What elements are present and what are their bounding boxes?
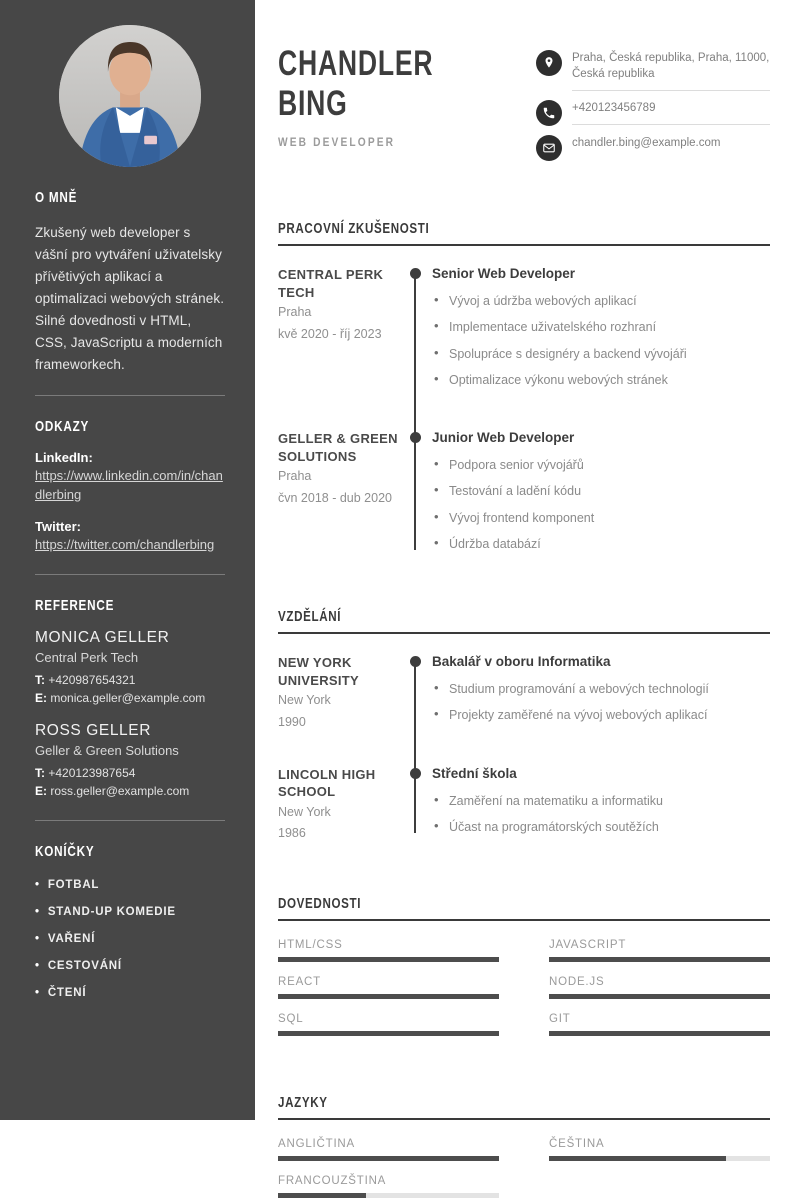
divider — [35, 574, 225, 575]
company-name: CENTRAL PERK TECH — [278, 267, 384, 300]
skill-item — [549, 976, 770, 999]
role-bullet: • Spolupráce s designéry a backend vývojáři — [432, 346, 770, 362]
skills-heading-label: DOVEDNOSTI — [278, 896, 362, 913]
degree-bullet: • Zaměření na matematiku a informatiku — [432, 793, 770, 809]
contact-location-row — [536, 50, 770, 91]
twitter-label: Twitter: — [35, 518, 81, 534]
languages-grid — [278, 1120, 770, 1198]
degree-bullet-list — [432, 681, 770, 724]
role-bullet: • Vývoj frontend komponent — [432, 510, 770, 526]
skill-label: JAVASCRIPT — [549, 939, 627, 952]
job-title: WEB DEVELOPER — [278, 135, 396, 150]
linkedin-link[interactable]: https://www.linkedin.com/in/chandlerbing — [35, 468, 223, 502]
education-entry — [278, 766, 770, 846]
contact-block — [536, 50, 770, 170]
hobbies-section-heading — [35, 843, 225, 861]
hobby-item: • ČTENÍ — [35, 987, 225, 999]
skill-item — [278, 976, 499, 999]
education-section — [278, 608, 770, 845]
skills-heading — [278, 895, 770, 921]
reference-item — [35, 629, 225, 708]
education-timeline — [278, 634, 770, 845]
name-block — [278, 44, 482, 170]
experience-heading — [278, 220, 770, 246]
references-section-heading — [35, 597, 225, 615]
email-value: ross.geller@example.com — [50, 784, 190, 799]
skill-label: HTML/CSS — [278, 939, 343, 952]
education-entry-right — [428, 654, 770, 734]
role-bullet: • Podpora senior vývojářů — [432, 457, 770, 473]
language-bar-fill — [549, 1156, 726, 1161]
language-bar-fill — [278, 1193, 366, 1198]
experience-section — [278, 220, 770, 562]
contact-location: Praha, Česká republika, Praha, 11000, Česká republika — [572, 50, 770, 91]
skill-label: REACT — [278, 976, 321, 989]
name-line-1: CHANDLER — [278, 44, 434, 83]
link-item-twitter — [35, 519, 225, 555]
reference-email — [35, 782, 225, 801]
email-label: E: — [35, 784, 47, 799]
timeline-dot — [410, 656, 421, 667]
skill-bar-track — [549, 1031, 770, 1036]
experience-timeline — [278, 246, 770, 562]
name-line-2: BING — [278, 83, 348, 123]
contact-phone: +420123456789 — [572, 100, 770, 125]
education-heading — [278, 608, 770, 634]
profile-photo — [59, 25, 201, 167]
divider — [35, 395, 225, 396]
skill-bar-track — [278, 957, 499, 962]
hobby-item: • STAND-UP KOMEDIE — [35, 906, 225, 918]
experience-heading-label: PRACOVNÍ ZKUŠENOSTI — [278, 221, 430, 238]
school-name: LINCOLN HIGH SCHOOL — [278, 766, 376, 800]
hobby-item: • FOTBAL — [35, 879, 225, 891]
reference-phone — [35, 764, 225, 783]
experience-entry-left — [278, 430, 402, 562]
phone-value: +420123987654 — [48, 765, 136, 780]
references-heading-label: REFERENCE — [35, 596, 115, 614]
company-dates: kvě 2020 - říj 2023 — [278, 326, 382, 341]
hobby-item: • CESTOVÁNÍ — [35, 960, 225, 972]
experience-entry-right — [428, 266, 770, 398]
role-bullet: • Vývoj a údržba webových aplikací — [432, 293, 770, 309]
degree-title: Střední škola — [432, 765, 517, 781]
language-bar-track — [278, 1156, 499, 1161]
skill-bar-fill — [549, 994, 770, 999]
languages-heading-label: JAZYKY — [278, 1095, 328, 1112]
degree-bullet-list — [432, 793, 770, 836]
education-entry-left — [278, 654, 402, 734]
experience-entry — [278, 266, 770, 398]
timeline-dot — [410, 768, 421, 779]
linkedin-label: LinkedIn: — [35, 450, 93, 465]
about-text: Zkušený web developer s vášní pro vytváření uživatelsky přívětivých aplikací a optimalizaci webových stránek. Silné dovednosti v HTML, CSS, JavaScriptu a moderních frameworkech. — [35, 225, 225, 372]
language-bar-fill — [278, 1156, 499, 1161]
role-bullet: • Implementace uživatelského rozhraní — [432, 319, 770, 335]
timeline-dot — [410, 268, 421, 279]
skill-bar-track — [278, 994, 499, 999]
phone-value: +420987654321 — [48, 672, 136, 687]
company-dates: čvn 2018 - dub 2020 — [278, 490, 392, 505]
school-location: New York — [278, 804, 331, 819]
degree-bullet: • Studium programování a webových technologií — [432, 681, 770, 697]
school-year: 1990 — [278, 714, 306, 729]
email-value: monica.geller@example.com — [50, 691, 206, 706]
skill-bar-fill — [278, 994, 499, 999]
main-content — [255, 0, 794, 1188]
skill-bar-fill — [549, 1031, 770, 1036]
email-label: E: — [35, 691, 47, 706]
twitter-link[interactable]: https://twitter.com/chandlerbing — [35, 536, 215, 552]
skill-bar-track — [549, 957, 770, 962]
about-heading-label: O MNĚ — [35, 189, 78, 206]
phone-label: T: — [35, 672, 45, 687]
education-entry-right — [428, 766, 770, 846]
links-section-heading — [35, 418, 225, 436]
location-pin-icon — [536, 50, 562, 76]
role-bullet: • Optimalizace výkonu webových stránek — [432, 372, 770, 388]
skill-label: GIT — [549, 1013, 571, 1026]
hobby-list — [35, 879, 225, 999]
skill-bar-track — [278, 1031, 499, 1036]
role-bullet-list — [432, 293, 770, 388]
reference-name: MONICA GELLER — [35, 628, 170, 646]
contact-email-row — [536, 135, 770, 161]
skills-section — [278, 895, 770, 1036]
about-section-heading — [35, 189, 225, 207]
degree-title: Bakalář v oboru Informatika — [432, 654, 611, 670]
reference-email — [35, 689, 225, 708]
skill-label: NODE.JS — [549, 976, 605, 989]
language-item — [278, 1175, 499, 1198]
reference-company: Geller & Green Solutions — [35, 742, 179, 758]
page-title — [278, 44, 482, 123]
envelope-icon — [536, 135, 562, 161]
role-bullet: • Testování a ladění kódu — [432, 483, 770, 499]
degree-bullet: • Projekty zaměřené na vývoj webových aplikací — [432, 707, 770, 723]
divider — [35, 820, 225, 821]
language-label: ČEŠTINA — [549, 1138, 605, 1151]
language-bar-track — [278, 1193, 499, 1198]
skill-item — [549, 1013, 770, 1036]
timeline-dot-col — [402, 266, 428, 398]
language-item — [278, 1138, 499, 1161]
experience-entry-left — [278, 266, 402, 398]
education-entry-left — [278, 766, 402, 846]
language-label: ANGLIČTINA — [278, 1138, 356, 1151]
phone-label: T: — [35, 765, 45, 780]
contact-phone-row — [536, 100, 770, 126]
person-avatar-icon — [59, 25, 201, 167]
skill-bar-track — [549, 994, 770, 999]
timeline-dot-col — [402, 654, 428, 734]
link-item-linkedin — [35, 450, 225, 505]
reference-company: Central Perk Tech — [35, 649, 139, 665]
sidebar — [0, 0, 255, 1120]
header — [278, 44, 770, 170]
role-title: Senior Web Developer — [432, 266, 576, 282]
school-location: New York — [278, 693, 331, 708]
reference-item — [35, 722, 225, 801]
role-bullet: • Údržba databází — [432, 536, 770, 552]
hobbies-heading-label: KONÍČKY — [35, 842, 95, 860]
language-item — [549, 1138, 770, 1161]
company-location: Praha — [278, 305, 312, 320]
skill-bar-fill — [549, 957, 770, 962]
reference-name: ROSS GELLER — [35, 721, 152, 739]
contact-email: chandler.bing@example.com — [572, 137, 721, 150]
timeline-dot-col — [402, 766, 428, 846]
timeline-dot-col — [402, 430, 428, 562]
company-location: Praha — [278, 469, 312, 484]
skill-item — [549, 939, 770, 962]
skills-grid — [278, 921, 770, 1036]
timeline-dot — [410, 432, 421, 443]
languages-section — [278, 1094, 770, 1198]
role-bullet-list — [432, 457, 770, 552]
skill-bar-fill — [278, 1031, 499, 1036]
language-bar-track — [549, 1156, 770, 1161]
company-name: GELLER & GREEN SOLUTIONS — [278, 431, 398, 464]
experience-entry-right — [428, 430, 770, 562]
experience-entry — [278, 430, 770, 562]
degree-bullet: • Účast na programátorských soutěžích — [432, 819, 770, 835]
school-year: 1986 — [278, 826, 306, 841]
language-label: FRANCOUZŠTINA — [278, 1175, 387, 1188]
education-entry — [278, 654, 770, 734]
links-heading-label: ODKAZY — [35, 418, 90, 435]
skill-item — [278, 1013, 499, 1036]
reference-phone — [35, 671, 225, 690]
role-title: Junior Web Developer — [432, 430, 575, 446]
languages-heading — [278, 1094, 770, 1120]
phone-icon — [536, 100, 562, 126]
skill-label: SQL — [278, 1013, 304, 1026]
hobby-item: • VAŘENÍ — [35, 933, 225, 945]
education-heading-label: VZDĚLÁNÍ — [278, 609, 342, 626]
school-name: NEW YORK UNIVERSITY — [278, 655, 360, 688]
skill-item — [278, 939, 499, 962]
skill-bar-fill — [278, 957, 499, 962]
language-item-empty — [549, 1175, 770, 1198]
